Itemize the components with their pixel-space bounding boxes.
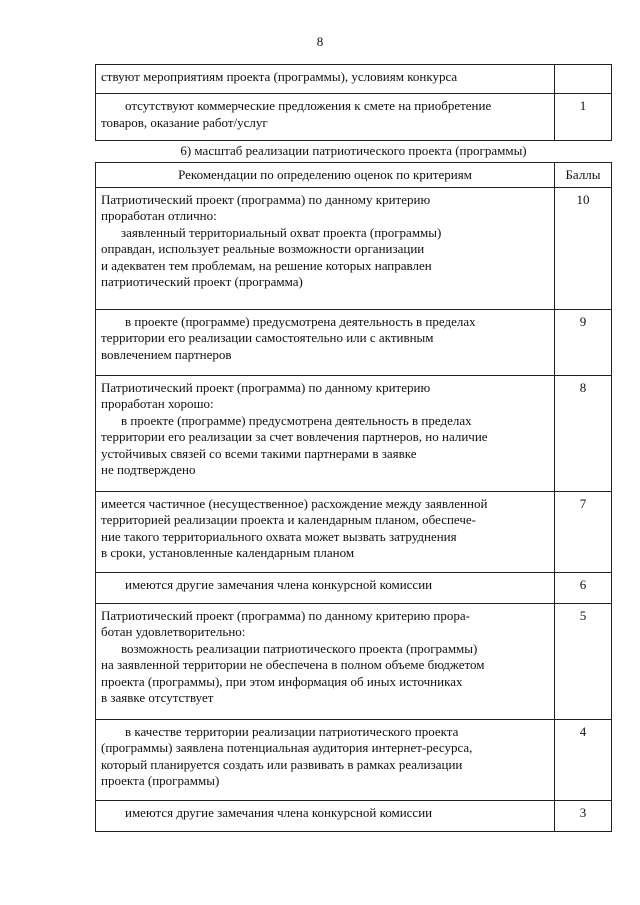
table-row <box>96 719 612 800</box>
score-cell: 1 <box>555 94 612 141</box>
criteria-line: Патриотический проект (программа) по данному критерию <box>101 191 431 207</box>
score-column-header: Баллы <box>555 163 612 188</box>
criteria-line: территории его реализации самостоятельно или с активным <box>101 330 434 345</box>
criteria-line: ствуют мероприятиям проекта (программы), условиям конкурса <box>101 69 458 84</box>
criteria-line: в проекте (программе) предусмотрена деятельность в пределах <box>125 313 476 329</box>
criteria-cell <box>96 375 555 491</box>
criteria-line: имеется частичное (несущественное) расхождение между заявленной <box>101 495 488 511</box>
criteria-cell <box>96 187 555 309</box>
table-row <box>96 94 612 141</box>
criteria-line: проработан хорошо: <box>101 396 214 411</box>
criteria-cell <box>96 800 555 831</box>
section-heading: 6) масштаб реализации патриотического проекта (программы) <box>180 143 527 158</box>
criteria-line: ние такого территориального охвата может вызвать затруднения <box>101 528 457 544</box>
score-cell <box>555 65 612 94</box>
criteria-line: проекта (программы), при этом информация об иных источниках <box>101 673 463 689</box>
page-number: 8 <box>316 34 324 49</box>
score-cell: 4 <box>555 719 612 800</box>
criteria-line: заявленный территориальный охват проекта (программы) <box>121 224 442 240</box>
table-row <box>96 309 612 375</box>
criteria-line: проработан отлично: <box>101 208 217 223</box>
criteria-line: Патриотический проект (программа) по данному критерию прора- <box>101 607 470 623</box>
score-cell: 9 <box>555 309 612 375</box>
table-row <box>96 375 612 491</box>
criteria-line: вовлечением партнеров <box>101 346 232 362</box>
criteria-line: устойчивых связей со всеми такими партнерами в заявке <box>101 445 417 461</box>
criteria-line: патриотический проект (программа) <box>101 274 303 289</box>
criteria-table <box>95 162 612 832</box>
table-row <box>96 491 612 572</box>
criteria-line: не подтверждено <box>101 462 196 477</box>
table-row <box>96 187 612 309</box>
continued-criteria-table <box>95 64 612 141</box>
criteria-line: в сроки, установленные календарным планом <box>101 545 355 560</box>
criteria-cell <box>96 309 555 375</box>
score-cell: 10 <box>555 187 612 309</box>
criteria-line: возможность реализации патриотического проекта (программы) <box>121 640 478 656</box>
criteria-line: Патриотический проект (программа) по данному критерию <box>101 379 431 395</box>
score-cell: 8 <box>555 375 612 491</box>
criteria-line: территорией реализации проекта и календарным планом, обеспече- <box>101 512 477 527</box>
criteria-cell <box>96 65 555 94</box>
criteria-cell <box>96 491 555 572</box>
criteria-line: (программы) заявлена потенциальная аудитория интернет-ресурса, <box>101 740 473 755</box>
table-row <box>96 603 612 719</box>
table-row <box>96 572 612 603</box>
criteria-line: отсутствуют коммерческие предложения к смете на приобретение <box>125 98 492 113</box>
criteria-line: который планируется создать или развивать в рамках реализации <box>101 756 463 772</box>
criteria-line: и адекватен тем проблемам, на решение которых направлен <box>101 257 432 273</box>
criteria-line: на заявленной территории не обеспечена в полном объеме бюджетом <box>101 657 485 672</box>
score-cell: 7 <box>555 491 612 572</box>
criteria-line: имеются другие замечания члена конкурсной комиссии <box>125 576 433 592</box>
score-cell: 6 <box>555 572 612 603</box>
criteria-cell <box>96 603 555 719</box>
criteria-line: имеются другие замечания члена конкурсной комиссии <box>125 804 433 820</box>
criteria-line: проекта (программы) <box>101 773 220 788</box>
criteria-column-header: Рекомендации по определению оценок по критериям <box>96 163 555 188</box>
score-cell: 3 <box>555 800 612 831</box>
criteria-line: в заявке отсутствует <box>101 690 214 705</box>
table-row <box>96 65 612 94</box>
criteria-line: товаров, оказание работ/услуг <box>101 114 268 130</box>
criteria-cell <box>96 719 555 800</box>
criteria-line: территории его реализации за счет вовлечения партнеров, но наличие <box>101 429 488 444</box>
table-row <box>96 800 612 831</box>
table-header-row <box>96 163 612 188</box>
criteria-cell <box>96 94 555 141</box>
criteria-line: оправдан, использует реальные возможности организации <box>101 241 425 256</box>
criteria-line: ботан удовлетворительно: <box>101 624 246 639</box>
criteria-line: в проекте (программе) предусмотрена деятельность в пределах <box>121 412 472 428</box>
criteria-cell <box>96 572 555 603</box>
score-cell: 5 <box>555 603 612 719</box>
criteria-line: в качестве территории реализации патриотического проекта <box>125 723 459 739</box>
